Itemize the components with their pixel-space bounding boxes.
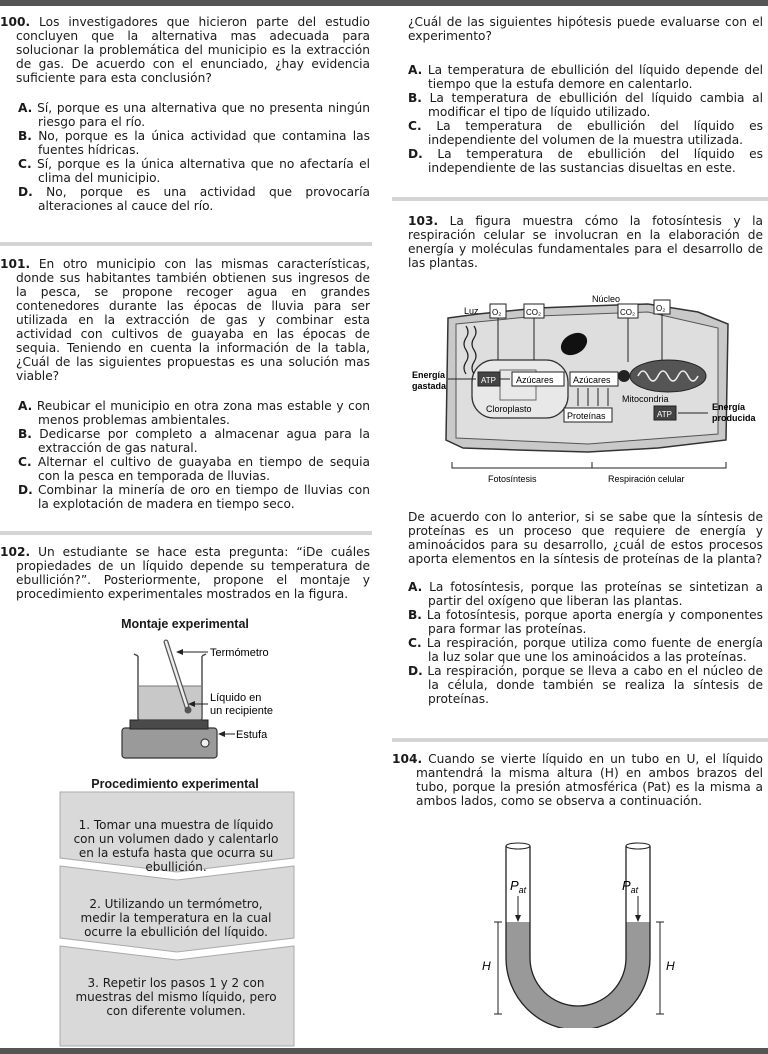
label-estufa: Estufa (236, 729, 268, 741)
label-energia-gastada-2: gastada (412, 381, 447, 391)
experimental-setup-figure (110, 638, 310, 763)
option-101-d[interactable]: D. Combinar la minería de oro en tiempo de lluvias con la explotación de madera en tiempo seco. (18, 483, 370, 511)
question-102-continued (408, 15, 763, 175)
option-100-a[interactable]: A. Sí, porque es una alternativa que no presenta ningún riesgo para el río. (18, 101, 371, 129)
question-101-stem: 101. En otro municipio con las mismas características, donde sus habitantes también obtienen sus ingresos de la pesca, se propone recoger agua en grandes contenedores durante las épocas de lluvia para ser utilizada en la extracción de gas y combinar esta actividad con cultivos de guayaba en las épocas de sequia. Teniendo en cuenta la información de la tabla, ¿Cuál de las siguientes propuestas es una solución mas viable? (0, 257, 371, 383)
question-100-stem: 100. Los investigadores que hicieron parte del estudio concluyen que la alternativa mas adecuada para solucionar la problemática del municipio es la extracción de gas. De acuerdo con el enunciado, ¿hay evidencia suficiente para esta conclusión? (0, 15, 371, 85)
procedure-step-2: 2. Utilizando un termómetro, medir la temperatura en la cual ocurre la ebullición del líquido. (80, 897, 272, 939)
option-102-d[interactable]: D. La temperatura de ebullición del líquido es independiente de las sustancias disueltas en este. (408, 147, 763, 175)
procedimiento-title: Procedimiento experimental (91, 777, 259, 791)
option-103-d[interactable]: D. La respiración, porque se lleva a cabo en el núcleo de la célula, donde también se realiza la síntesis de proteínas. (408, 664, 764, 706)
separator (392, 738, 768, 752)
option-101-b[interactable]: B. Dedicarse por completo a almacenar agua para la extracción de gas natural. (18, 427, 370, 455)
separator (392, 197, 768, 211)
label-fotosintesis: Fotosíntesis (488, 474, 537, 484)
label-termometro: Termómetro (210, 647, 269, 659)
option-102-c[interactable]: C. La temperatura de ebullición del líquido es independiente del volumen de la muestra utilizada. (408, 119, 764, 147)
top-border (0, 0, 768, 6)
question-100-options (0, 101, 370, 213)
label-energia-gastada-1: Energía (412, 370, 446, 380)
label-energia-producida-2: producida (712, 413, 756, 423)
montaje-title: Montaje experimental (121, 617, 249, 631)
option-103-a[interactable]: A. La fotosíntesis, porque las proteínas se sintetizan a partir del oxígeno que liberan las plantas. (408, 580, 764, 608)
label-cloroplasto: Cloroplasto (486, 404, 532, 414)
label-liquido-2: un recipiente (210, 705, 273, 717)
label-h-right: H (666, 959, 675, 973)
option-101-a[interactable]: A. Reubicar el municipio en otra zona mas estable y con menos problemas ambientales. (18, 399, 370, 427)
question-102 (0, 545, 370, 601)
option-100-c[interactable]: C. Sí, porque es la única alternativa que no afectaría el clima del municipio. (18, 157, 371, 185)
option-101-c[interactable]: C. Alternar el cultivo de guayaba en tiempo de sequia con la pesca en temporada de lluvias. (18, 455, 370, 483)
label-azucares-1: Azúcares (516, 375, 554, 385)
label-pat-right: $P_{at}$ (622, 878, 639, 895)
option-100-d[interactable]: D. No, porque es una actividad que provocaría alteraciones al cauce del río. (18, 185, 370, 213)
beaker-icon (134, 654, 206, 720)
option-100-b[interactable]: B. No, porque es la única actividad que contamina las fuentes hídricas. (18, 129, 370, 157)
label-mitocondria: Mitocondria (622, 394, 669, 404)
u-tube-figure (470, 838, 690, 1028)
separator (0, 242, 372, 256)
label-o2-left: O₂ (492, 308, 502, 317)
label-pat-left: $P_{at}$ (510, 878, 527, 895)
option-102-b[interactable]: B. La temperatura de ebullición del líquido cambia al modificar el tipo de líquido utilizado. (408, 91, 764, 119)
u-tube (506, 843, 650, 1028)
question-103 (408, 214, 763, 270)
question-102-question: ¿Cuál de las siguientes hipótesis puede evaluarse con el experimento? (408, 15, 763, 43)
label-h-left: H (482, 959, 491, 973)
label-luz: Luz (464, 306, 479, 316)
question-103-options (408, 580, 763, 706)
question-104 (392, 752, 763, 808)
option-103-b[interactable]: B. La fotosíntesis, porque aporta energía y componentes para formar las proteínas. (408, 608, 764, 636)
question-101-options (0, 399, 370, 511)
question-103-stem: 103. La figura muestra cómo la fotosíntesis y la respiración celular se involucran en la elaboración de energía y moléculas fundamentales para el desarrollo de las plantas. (408, 214, 763, 270)
question-103-continued (408, 510, 763, 706)
option-102-a[interactable]: A. La temperatura de ebullición del líquido depende del tiempo que la estufa demore en calentarlo. (408, 63, 763, 91)
label-energia-producida-1: Energía (712, 402, 746, 412)
question-101 (0, 257, 370, 511)
question-100 (0, 15, 370, 213)
stove-icon (122, 720, 217, 758)
label-liquido-1: Líquido en (210, 692, 262, 704)
question-102-options (408, 63, 763, 175)
bottom-border (0, 1048, 768, 1054)
procedure-step-1: 1. Tomar una muestra de líquido con un volumen dado y calentarlo en la estufa hasta que ocurra su ebullición. (73, 818, 279, 874)
cell-diagram (408, 290, 768, 490)
question-102-stem: 102. Un estudiante se hace esta pregunta: “iDe cuáles propiedades de un líquido depende su temperatura de ebullición?”. Posteriormente, propone el montaje y procedimiento experimentales mostrados en la figura. (0, 545, 371, 601)
label-co2-right: CO₂ (620, 308, 636, 317)
label-atp-right: ATP (657, 410, 672, 419)
option-103-c[interactable]: C. La respiración, porque utiliza como fuente de energía la luz solar que une los aminoácidos a las proteínas. (408, 636, 764, 664)
label-proteinas: Proteínas (567, 411, 606, 421)
label-o2-right: O₂ (656, 304, 666, 313)
label-respiracion: Respiración celular (608, 474, 685, 484)
label-co2-left: CO₂ (526, 308, 542, 317)
question-104-stem: 104. Cuando se vierte líquido en un tubo en U, el líquido mantendrá la misma altura (H) en ambos brazos del tubo, porque la presión atmosférica (Pat) es la misma a ambos lados, como se observa a continuación. (392, 752, 764, 808)
question-103-question: De acuerdo con lo anterior, si se sabe que la síntesis de proteínas es un proceso que requiere de energía y aminoácidos para su desarrollo, ¿cuál de estos procesos aporta elementos en la síntesis de proteínas de la planta? (408, 510, 763, 566)
procedure-step-3: 3. Repetir los pasos 1 y 2 con muestras del mismo líquido, pero con diferente volumen. (75, 976, 277, 1018)
label-azucares-2: Azúcares (573, 375, 611, 385)
label-atp-left: ATP (481, 376, 496, 385)
label-nucleo: Núcleo (592, 294, 621, 304)
separator (0, 531, 372, 545)
